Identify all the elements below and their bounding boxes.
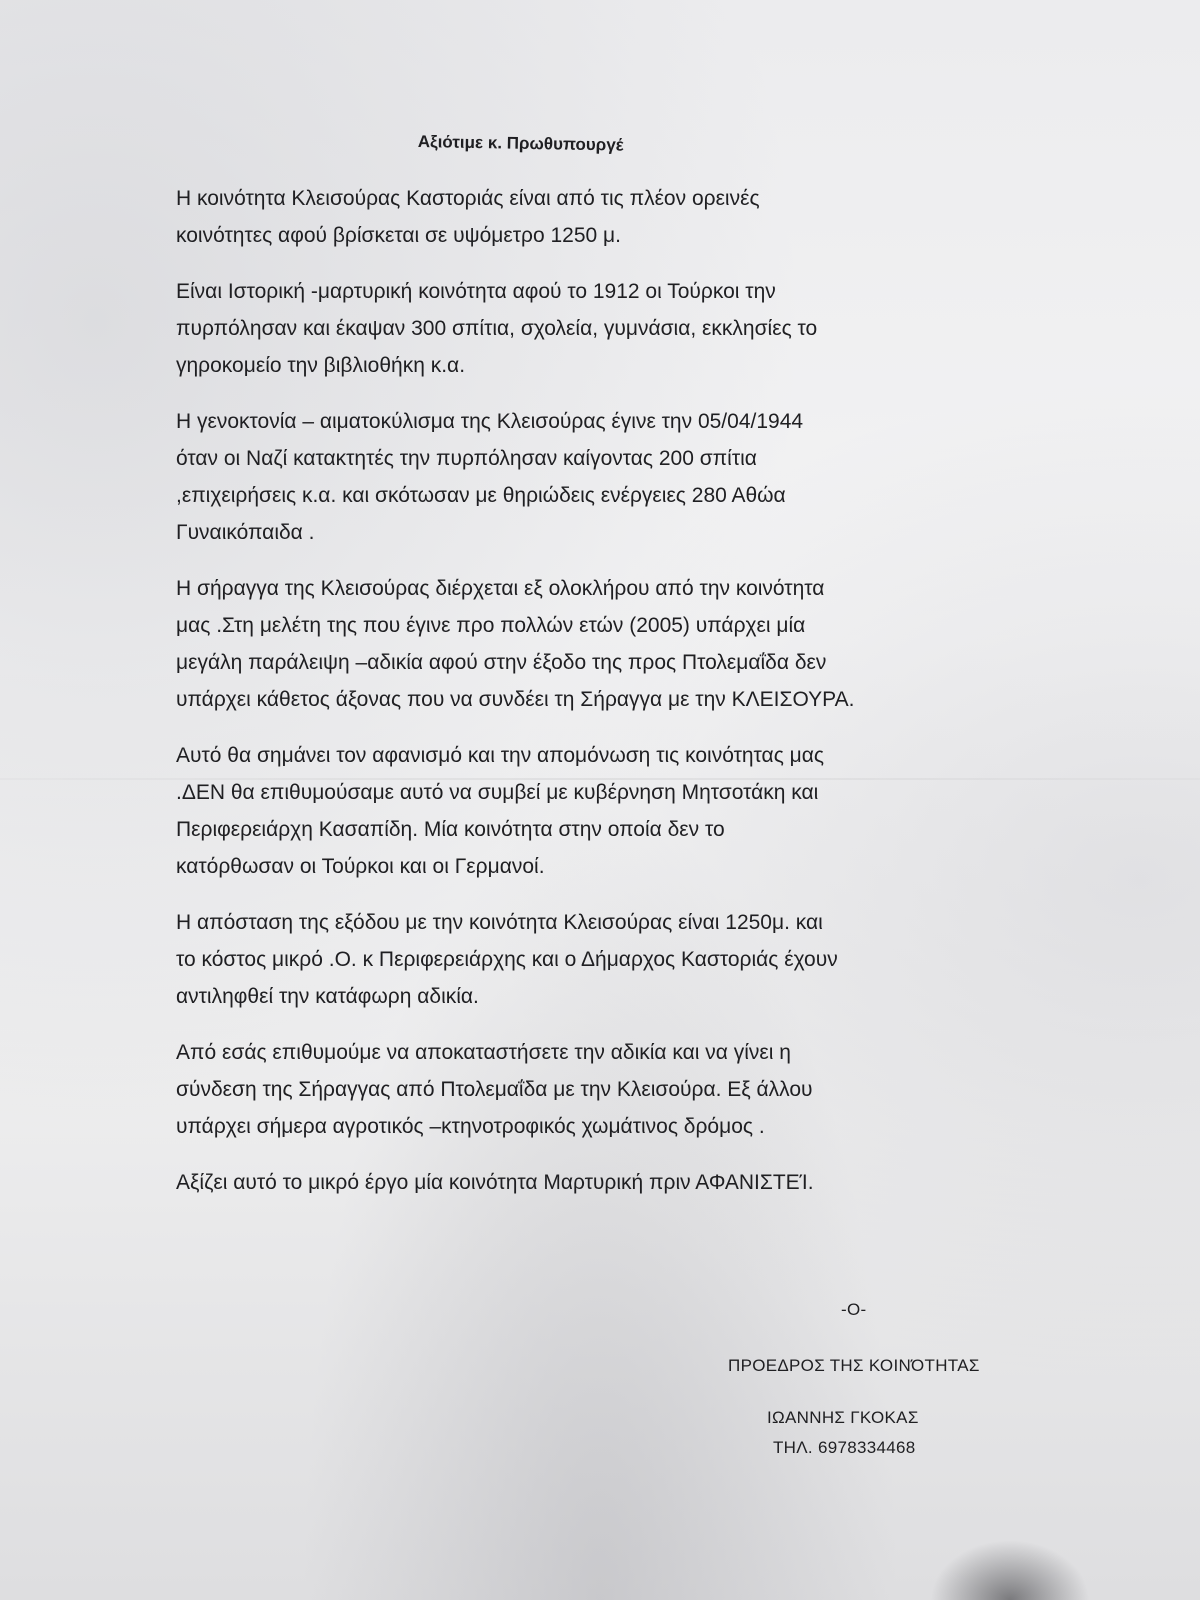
signature-title: ΠΡΟΕΔΡΟΣ ΤΗΣ ΚΟΙΝΌΤΗΤΑΣ: [728, 1356, 980, 1375]
signature-name: ΙΩΑΝΝΗΣ ΓΚΟΚΑΣ: [767, 1408, 919, 1427]
paragraph-elevation: Η κοινότητα Κλεισούρας Καστοριάς είναι από τις πλέον ορεινές κοινότητες αφού βρίσκεται σε υψόμετρο 1250 μ.: [176, 187, 760, 247]
paragraph-request: Από εσάς επιθυμούμε να αποκαταστήσετε την αδικία και να γίνει η σύνδεση της Σήραγγας από Πτολεμαΐδα με την Κλεισούρα. Εξ άλλου υπάρχει σήμερα αγροτικός –κτηνοτροφικός χωμάτινος δρόμος .: [176, 1041, 813, 1138]
paragraph-genocide-1944: Η γενοκτονία – αιματοκύλισμα της Κλεισούρας έγινε την 05/04/1944 όταν οι Ναζί κατακτητές την πυρπόλησαν καίγοντας 200 σπίτια ,επιχειρήσεις κ.α. και σκότωσαν με θηριώδεις ενέργειες 280 Αθώα Γυναικόπαιδα .: [176, 410, 804, 544]
letter-body: [176, 180, 1056, 1220]
paragraph-isolation: Αυτό θα σημάνει τον αφανισμό και την απομόνωση τις κοινότητας μας .ΔΕΝ θα επιθυμούσαμε αυτό να συμβεί με κυβέρνηση Μητσοτάκη και Περιφερειάρχη Κασαπίδη. Μία κοινότητα στην οποία δεν το κατόρθωσαν οι Τούρκοι και οι Γερμανοί.: [176, 744, 825, 878]
thumb-shadow: [930, 1540, 1090, 1600]
paragraph-closing: Αξίζει αυτό το μικρό έργο μία κοινότητα Μαρτυρική πριν ΑΦΑΝΙΣΤΕΊ.: [176, 1171, 814, 1194]
signature-phone: ΤΗΛ. 6978334468: [773, 1438, 916, 1457]
signature-dash: -Ο-: [841, 1300, 867, 1319]
letter-salutation: Αξιότιμε κ. Πρωθυπουργέ: [417, 132, 624, 155]
paragraph-distance-cost: Η απόσταση της εξόδου με την κοινότητα Κλεισούρας είναι 1250μ. και το κόστος μικρό .Ο. κ Περιφερειάρχης και ο Δήμαρχος Καστοριάς έχουν αντιληφθεί την κατάφωρη αδικία.: [176, 911, 838, 1008]
paragraph-history-1912: Είναι Ιστορική -μαρτυρική κοινότητα αφού το 1912 οι Τούρκοι την πυρπόλησαν και έκαψαν 300 σπίτια, σχολεία, γυμνάσια, εκκλησίες το γηροκομείο την βιβλιοθήκη κ.α.: [176, 280, 818, 377]
paragraph-tunnel: Η σήραγγα της Κλεισούρας διέρχεται εξ ολοκλήρου από την κοινότητα μας .Στη μελέτη της που έγινε προ πολλών ετών (2005) υπάρχει μία μεγάλη παράλειψη –αδικία αφού στην έξοδο της προς Πτολεμαΐδα δεν υπάρχει κάθετος άξονας που να συνδέει τη Σήραγγα με την ΚΛΕΙΣΟΥΡΑ.: [176, 577, 855, 711]
